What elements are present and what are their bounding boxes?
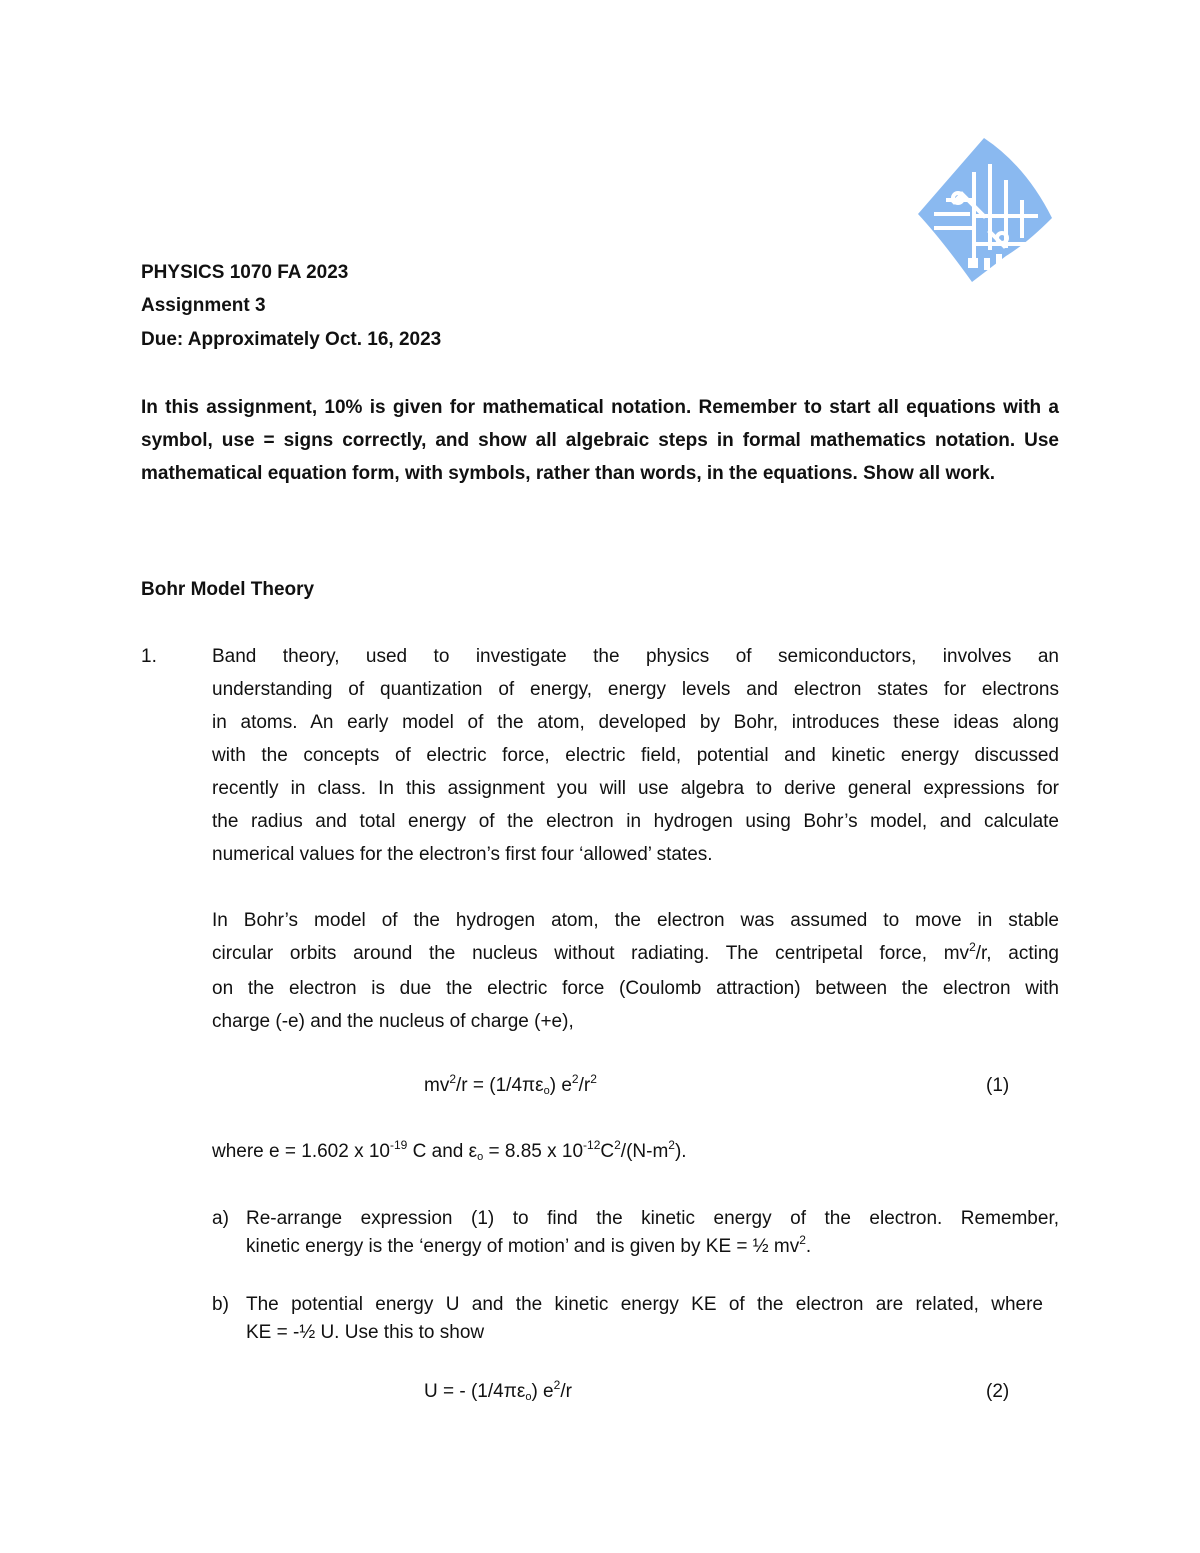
model-line: circular orbits around the nucleus without radiating. The centripetal force, $mv^2/r$, acting <box>212 940 1059 964</box>
equation-1: $mv^2/r = (1/4\pi\varepsilon_o)$ $e^2/r^2$ <box>424 1072 597 1097</box>
intro-line: understanding of quantization of energy, energy levels and electron states for electrons <box>212 679 1059 700</box>
question-intro-paragraph <box>212 640 1059 871</box>
bohr-model-paragraph <box>212 904 1059 1038</box>
constants-line: where e = 1.602 x $10^{-19}$ C and $\varepsilon_o = 8.85$ x $10^{-12}C^2/(N-m^2)$. <box>212 1138 687 1163</box>
course-title: PHYSICS 1070 FA 2023 <box>141 262 349 283</box>
intro-line: in atoms. An early model of the atom, developed by Bohr, introduces these ideas along <box>212 712 1059 733</box>
intro-line: numerical values for the electron’s first four ‘allowed’ states. <box>212 844 713 865</box>
intro-line: the radius and total energy of the electron in hydrogen using Bohr’s model, and calculate <box>212 811 1059 832</box>
part-a-marker: a) <box>212 1208 229 1229</box>
intro-line: Band theory, used to investigate the physics of semiconductors, involves an <box>212 646 1059 667</box>
assignment-title: Assignment 3 <box>141 295 266 316</box>
due-date: Due: Approximately Oct. 16, 2023 <box>141 329 442 350</box>
equation-2-number: (2) <box>986 1381 1010 1402</box>
part-a-text: Re-arrange expression (1) to find the kinetic energy of the electron. Remember, kinetic energy is the ‘energy of motion’ and is given by KE = ½ $mv^2$. <box>246 1208 1059 1257</box>
instructions-paragraph: In this assignment, 10% is given for mathematical notation. Remember to start all equations with a symbol, use = signs correctly, and show all algebraic steps in formal mathematics notation. Use mathematical equation form, with symbols, rather than words, in the equations. Show all work. <box>141 397 1059 485</box>
model-line: charge (-e) and the nucleus of charge (+e), <box>212 1011 574 1032</box>
part-b-marker: b) <box>212 1294 229 1315</box>
model-line: In Bohr’s model of the hydrogen atom, the electron was assumed to move in stable <box>212 910 1059 931</box>
circuit-board-logo-icon <box>914 136 1056 282</box>
intro-line: with the concepts of electric force, electric field, potential and kinetic energy discussed <box>212 745 1059 766</box>
model-line: on the electron is due the electric force (Coulomb attraction) between the electron with <box>212 978 1059 999</box>
section-title: Bohr Model Theory <box>141 579 315 600</box>
part-b-text: The potential energy U and the kinetic energy KE of the electron are related, where KE = -½ U. Use this to show <box>246 1294 1043 1343</box>
intro-line: recently in class. In this assignment you will use algebra to derive general expressions for <box>212 778 1059 799</box>
question-number: 1. <box>141 646 157 667</box>
equation-1-number: (1) <box>986 1075 1010 1096</box>
equation-2: U = - $(1/4\pi\varepsilon_o)$ $e^2/r$ <box>424 1378 572 1403</box>
